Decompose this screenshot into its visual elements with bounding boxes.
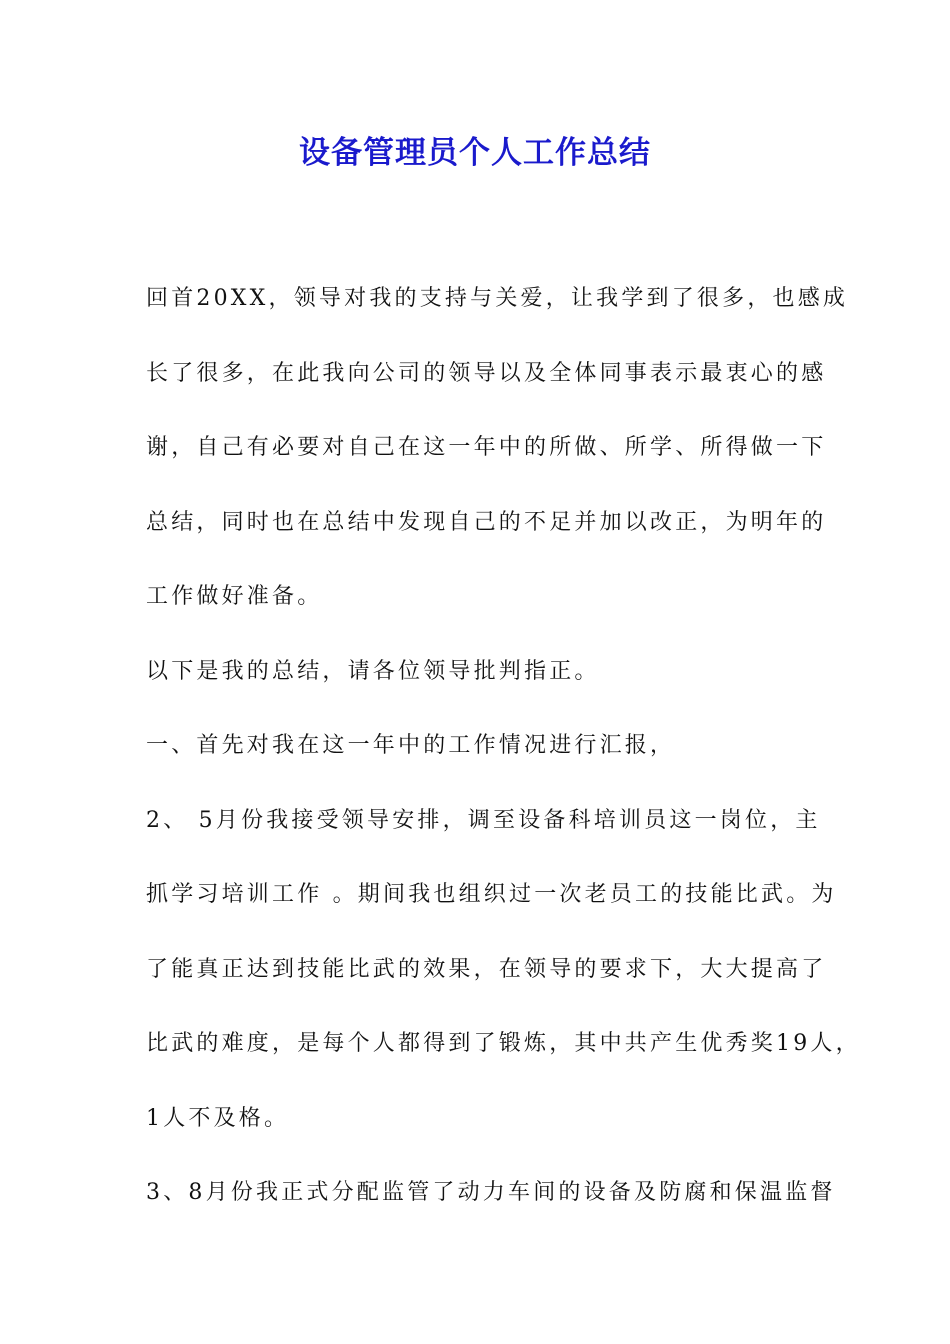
document-title: 设备管理员个人工作总结 bbox=[299, 135, 651, 171]
paragraph-line: 谢，自己有必要对自己在这一年中的所做、所学、所得做一下 bbox=[146, 435, 827, 460]
paragraph-line: 了能真正达到技能比武的效果，在领导的要求下，大大提高了 bbox=[146, 956, 827, 982]
paragraph-line: 抓学习培训工作 。期间我也组织过一次老员工的技能比武。为 bbox=[146, 882, 837, 907]
paragraph-line: 3、8月份我正式分配监管了动力车间的设备及防腐和保温监督 bbox=[146, 1180, 836, 1205]
paragraph-line: 一、首先对我在这一年中的工作情况进行汇报， bbox=[146, 733, 676, 758]
paragraph-line: 回首20XX，领导对我的支持与关爱，让我学到了很多，也感成 bbox=[146, 286, 849, 311]
document-body bbox=[146, 262, 861, 1231]
paragraph-line: 2、 5月份我接受领导安排，调至设备科培训员这一岗位，主 bbox=[146, 807, 821, 833]
paragraph-line: 比武的难度，是每个人都得到了锻炼，其中共产生优秀奖19人， bbox=[146, 1031, 861, 1056]
paragraph-line: 1人不及格。 bbox=[146, 1105, 290, 1131]
paragraph-line: 工作做好准备。 bbox=[146, 584, 323, 609]
paragraph-line: 总结，同时也在总结中发现自己的不足并加以改正，为明年的 bbox=[146, 509, 827, 535]
paragraph-line: 长了很多，在此我向公司的领导以及全体同事表示最衷心的感 bbox=[146, 360, 827, 386]
paragraph-line: 以下是我的总结，请各位领导批判指正。 bbox=[146, 658, 600, 684]
